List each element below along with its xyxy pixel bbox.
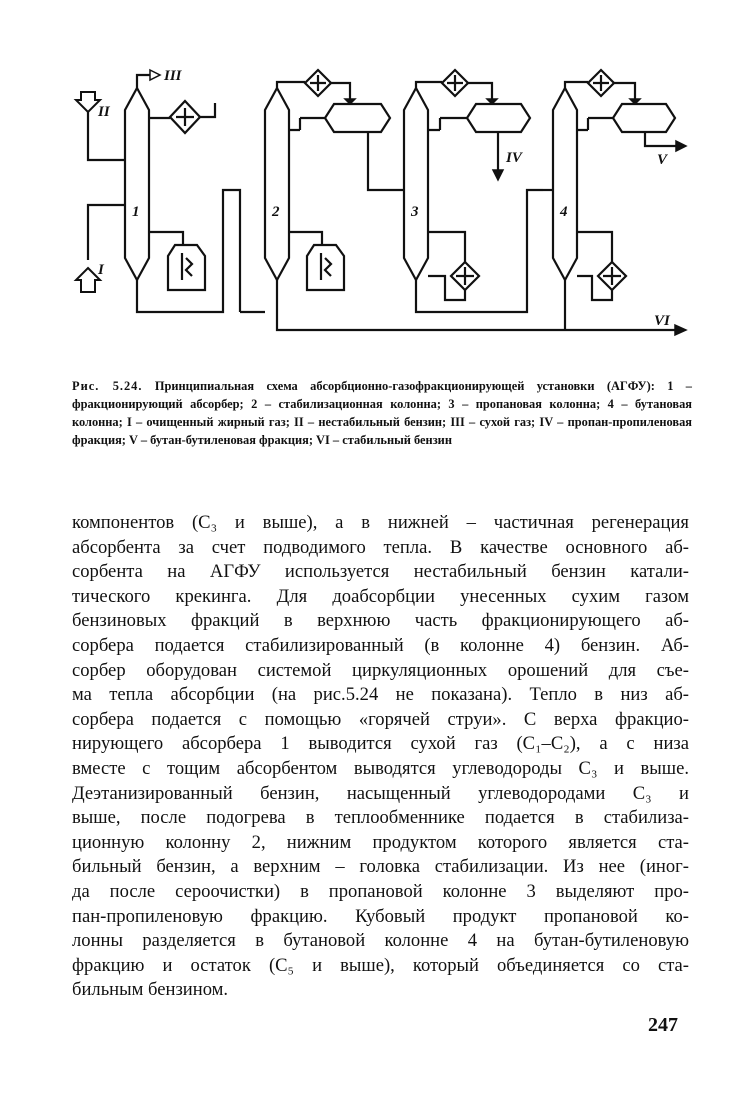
stream-i-feed-arrow [76, 268, 100, 292]
text-line: бильный бензин, а верхним – головка стабилизации. Из нее (иног- [72, 856, 689, 878]
text-line: фракцию и остаток (C₅ и выше), который объединяется со ста- [72, 954, 689, 976]
column-2-shell [265, 88, 289, 280]
reflux-drum-2 [325, 104, 390, 132]
stream-v-line [645, 132, 676, 146]
stream-label-iv: IV [506, 150, 522, 166]
text-line: Деэтанизированный бензин, насыщенный углеводородами C₃ и [72, 782, 689, 804]
column-1-feed-i-line [88, 205, 125, 260]
text-line: выше, после подогрева в теплообменнике подается в стабилиза- [72, 807, 689, 829]
stream-label-iii: III [164, 68, 182, 84]
text-line: вместе с тощим абсорбентом выводятся углеводороды C₃ и выше. [72, 757, 689, 779]
stream-iii-arrow [150, 70, 160, 80]
furnace-1 [168, 245, 205, 290]
column-4-shell [553, 88, 577, 280]
text-line: нирующего абсорбера 1 выводится сухой газ (C₁–C₂), а с низа [72, 733, 689, 755]
column-3-shell [404, 88, 428, 280]
text-line: тического крекинга. Для доабсорбции унесенных сухим газом [72, 585, 689, 607]
text-line: сорбера подается стабилизированный (в колонне 4) бензин. Аб- [72, 634, 689, 656]
stream-ii-feed-arrow [76, 92, 100, 112]
body-text [72, 511, 689, 1003]
reflux-drum-4 [613, 104, 675, 132]
text-line: сорбера подается с помощью «горячей струи». С верха фракцио- [72, 708, 689, 730]
stream-label-vi: VI [654, 313, 670, 329]
stream-iv-arrow [493, 170, 503, 180]
text-line: сорбента на АГФУ используется нестабильный бензин катали- [72, 561, 689, 583]
figure-caption-lead: Рис. 5.24. [72, 379, 143, 393]
figure-caption-text: Принципиальная схема абсорбционно-газофракционирующей установки (АГФУ): 1 – фракционирующий абсорбер; 2 – стабилизационная колонна; 3 – пропановая колонна; 4 – бутановая колонна; I – очищенный жирный газ; II – нестабильный бензин; III – сухой газ; IV – пропан-пропиленовая фракция; V – бутан-бутиленовая фракция; VI – стабильный бензин [72, 379, 692, 447]
stream-label-i: I [98, 262, 104, 278]
column-1-overhead-line [137, 75, 150, 88]
furnace-2 [307, 245, 344, 290]
text-line: пан-пропиленовую фракцию. Кубовый продукт пропановой ко- [72, 905, 689, 927]
stream-label-ii: II [98, 104, 110, 120]
column-3-bottoms-line [416, 190, 543, 312]
text-line: ционную колонну 2, нижним продуктом которого является ста- [72, 831, 689, 853]
figure-caption [72, 377, 692, 449]
text-line: да после сероочистки) в пропановой колонне 3 выделяют про- [72, 880, 689, 902]
stream-v-arrow [676, 141, 686, 151]
column-4-reboiler-loop [577, 232, 612, 262]
reflux-drum-3 [467, 104, 530, 132]
column-4-overhead-line [565, 82, 588, 88]
column-label-2: 2 [272, 204, 280, 220]
column-1-shell [125, 88, 149, 280]
text-line: сорбер оборудован системой циркуляционных орошений для съе- [72, 659, 689, 681]
column-label-3: 3 [411, 204, 419, 220]
text-line: компонентов (C₃ и выше), а в нижней – частичная регенерация [72, 512, 689, 533]
column-label-1: 1 [132, 204, 140, 220]
text-line: абсорбента за счет подводимого тепла. В качестве основного аб- [72, 536, 689, 558]
text-line: ма тепла абсорбции (на рис.5.24 не показана). Тепло в низ аб- [72, 684, 689, 706]
column-3-reboiler-loop [428, 232, 465, 262]
column-2-overhead-line [277, 82, 305, 88]
text-line: лонны разделяется в бутановой колонне 4 на бутан-бутиленовую [72, 930, 689, 952]
process-flow-diagram [0, 0, 736, 370]
stream-label-v: V [657, 152, 668, 168]
stream-vi-arrow [675, 325, 686, 335]
column-1-hot-stream-loop [149, 232, 183, 245]
text-line: бильным бензином. [72, 979, 229, 1001]
column-2-hot-stream-loop [289, 232, 322, 245]
column-3-overhead-line [416, 82, 442, 88]
text-line: бензиновых фракций в верхнюю часть фракционирующего аб- [72, 610, 689, 632]
column-1-bottoms-line [137, 190, 240, 312]
page-number: 247 [648, 1014, 678, 1036]
column-label-4: 4 [560, 204, 568, 220]
